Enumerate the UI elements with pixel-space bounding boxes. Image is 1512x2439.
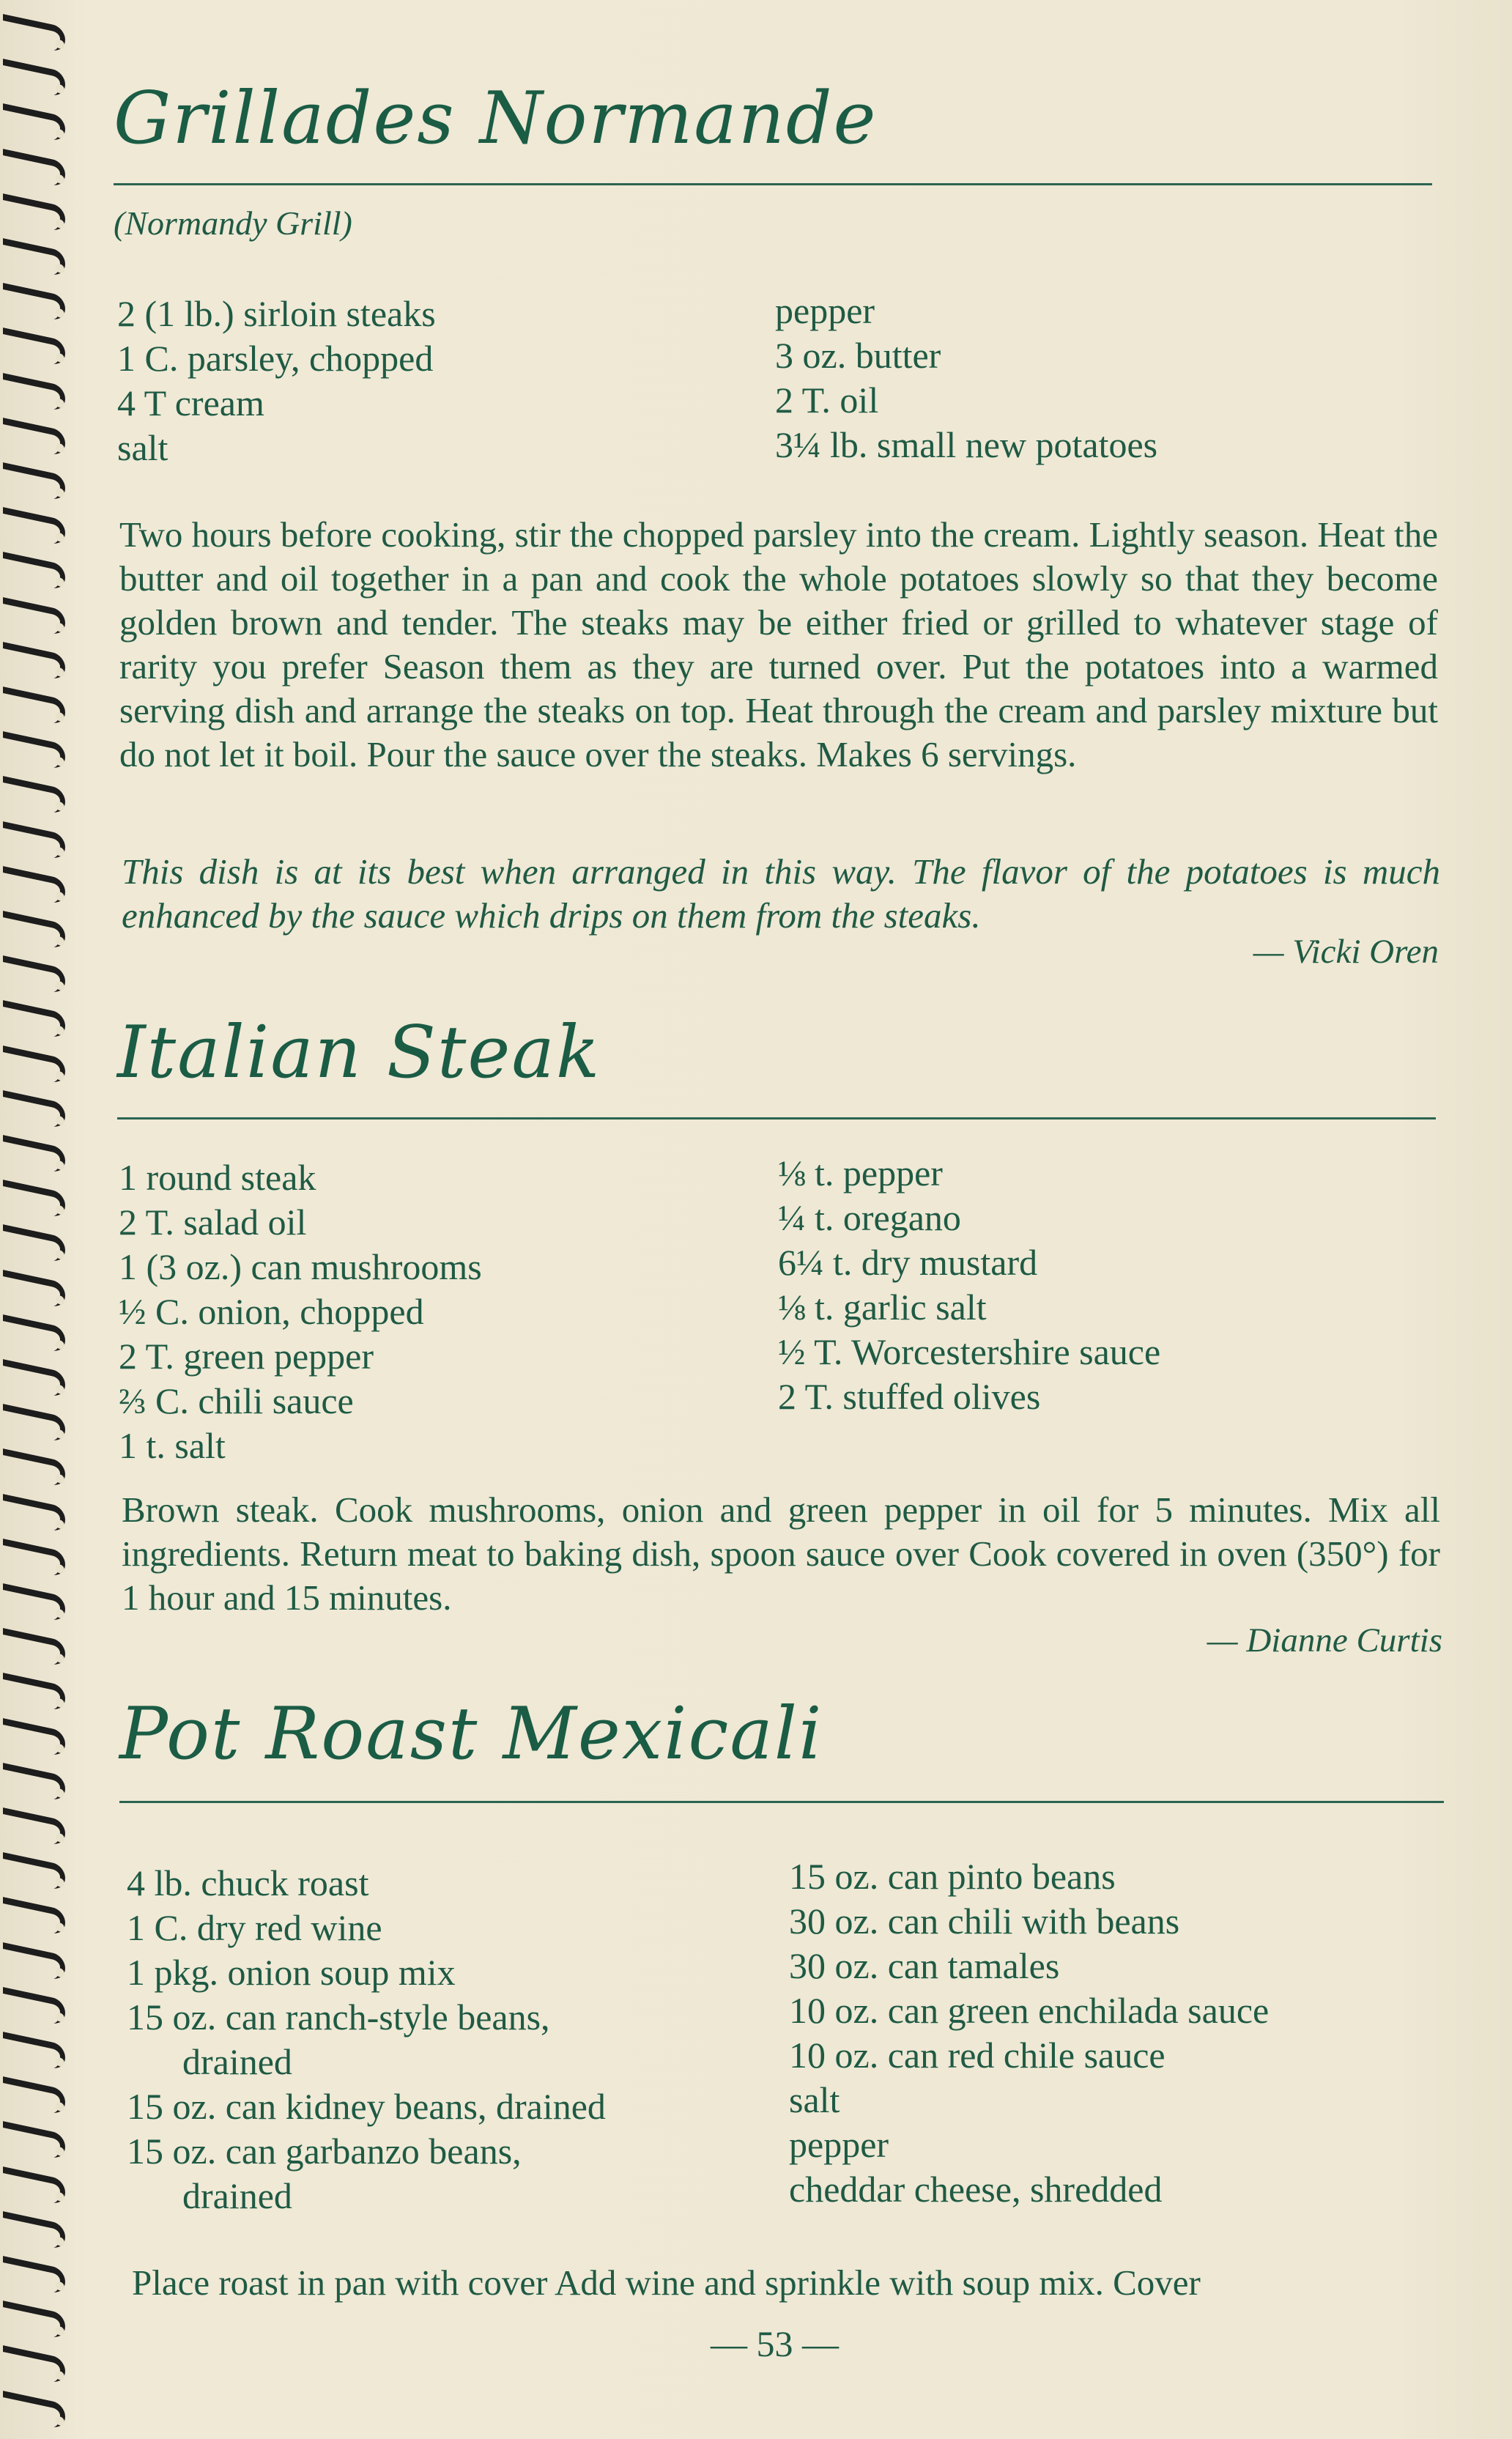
recipe-directions: Brown steak. Cook mushrooms, onion and green pepper in oil for 5 minutes. Mix all ingredients. Return meat to baking dish, spoon sauce over Cook covered in oven (350°) for 1 hour and 15 minutes. xyxy=(122,1489,1440,1618)
ingredient: 15 oz. can pinto beans xyxy=(789,1856,1116,1897)
spiral-ring xyxy=(3,507,65,546)
spiral-ring xyxy=(3,776,65,815)
ingredient: 4 T cream xyxy=(117,382,264,423)
ingredient: 10 oz. can green enchilada sauce xyxy=(789,1990,1270,2031)
title-rule xyxy=(114,183,1432,185)
ingredient: 1 pkg. onion soup mix xyxy=(127,1952,456,1993)
spiral-ring xyxy=(3,2121,65,2160)
ingredient: salt xyxy=(789,2079,840,2120)
spiral-ring xyxy=(3,955,65,994)
ingredient: drained xyxy=(182,2175,292,2216)
spiral-ring xyxy=(3,1718,65,1757)
recipe-credit: — Vicki Oren xyxy=(1253,933,1439,971)
recipe-subtitle: (Normandy Grill) xyxy=(114,204,352,242)
spiral-ring xyxy=(3,2032,65,2070)
ingredient: 2 T. stuffed olives xyxy=(778,1376,1041,1417)
page-number: — 53 — xyxy=(711,2323,839,2364)
ingredients-left xyxy=(127,1861,606,2218)
ingredient: 30 oz. can tamales xyxy=(789,1945,1060,1986)
ingredient: 2 T. green pepper xyxy=(119,1336,374,1377)
ingredient: 2 T. salad oil xyxy=(119,1202,307,1243)
ingredient: pepper xyxy=(775,290,875,331)
ingredient: 15 oz. can kidney beans, drained xyxy=(127,2086,606,2127)
spiral-ring xyxy=(3,1494,65,1533)
spiral-ring xyxy=(3,1448,65,1487)
spiral-ring xyxy=(3,1852,65,1891)
spiral-ring xyxy=(3,2391,65,2429)
recipe-credit: — Dianne Curtis xyxy=(1207,1621,1442,1659)
spiral-ring xyxy=(3,1180,65,1218)
ingredient: 3¼ lb. small new potatoes xyxy=(775,424,1158,465)
ingredient: 15 oz. can ranch-style beans, xyxy=(127,1996,550,2038)
spiral-ring xyxy=(3,597,65,636)
spiral-ring xyxy=(3,1583,65,1622)
spiral-ring xyxy=(3,418,65,456)
spiral-ring xyxy=(3,238,65,277)
spiral-ring xyxy=(3,731,65,770)
ingredients-left xyxy=(117,292,436,470)
spiral-ring xyxy=(3,327,65,366)
ingredients-right xyxy=(789,1854,1269,2212)
spiral-ring xyxy=(3,1359,65,1398)
spiral-ring xyxy=(3,462,65,501)
ingredient: 1 round steak xyxy=(119,1157,316,1198)
ingredient: ¼ t. oregano xyxy=(778,1197,961,1238)
spiral-ring xyxy=(3,1807,65,1846)
ingredient: drained xyxy=(182,2041,292,2082)
spiral-ring xyxy=(3,1314,65,1353)
ingredients-right xyxy=(778,1151,1160,1419)
ingredient: 2 T. oil xyxy=(775,380,879,421)
ingredient: 10 oz. can red chile sauce xyxy=(789,2035,1166,2076)
title-rule xyxy=(119,1801,1444,1803)
spiral-ring xyxy=(3,552,65,591)
recipe-title-italian-steak: Italian Steak xyxy=(117,1011,601,1095)
ingredient: 30 oz. can chili with beans xyxy=(789,1901,1180,1942)
spiral-ring xyxy=(3,821,65,860)
spiral-ring xyxy=(3,2166,65,2205)
ingredient: ½ C. onion, chopped xyxy=(119,1291,424,1332)
ingredient: 1 C. dry red wine xyxy=(127,1907,382,1948)
spiral-ring xyxy=(3,14,65,53)
spiral-ring xyxy=(3,1270,65,1309)
ingredient: 3 oz. butter xyxy=(775,335,941,376)
spiral-ring xyxy=(3,1673,65,1711)
ingredient: 1 C. parsley, chopped xyxy=(117,338,434,379)
recipe-directions: Place roast in pan with cover Add wine and sprinkle with soup mix. Cover xyxy=(132,2262,1201,2303)
ingredients-right xyxy=(775,289,1157,467)
ingredient: 4 lb. chuck roast xyxy=(127,1862,369,1903)
spiral-ring xyxy=(3,1135,65,1174)
spiral-ring xyxy=(3,642,65,681)
spiral-ring xyxy=(3,866,65,905)
ingredient: 1 t. salt xyxy=(119,1425,226,1466)
ingredient: 2 (1 lb.) sirloin steaks xyxy=(117,293,436,334)
spiral-ring xyxy=(3,59,65,97)
spiral-ring xyxy=(3,2211,65,2250)
ingredient: ½ T. Worcestershire sauce xyxy=(778,1331,1161,1372)
spiral-ring xyxy=(3,1987,65,2026)
spiral-ring xyxy=(3,283,65,322)
spiral-binding xyxy=(0,0,81,2439)
ingredient: salt xyxy=(117,427,168,468)
spiral-ring xyxy=(3,2301,65,2339)
spiral-ring xyxy=(3,149,65,188)
spiral-ring xyxy=(3,686,65,725)
spiral-ring xyxy=(3,1763,65,1802)
spiral-ring xyxy=(3,1000,65,1039)
ingredient: ⅛ t. pepper xyxy=(778,1152,943,1193)
spiral-ring xyxy=(3,1628,65,1667)
spiral-ring xyxy=(3,373,65,412)
spiral-ring xyxy=(3,1045,65,1084)
spiral-ring xyxy=(3,1539,65,1577)
spiral-ring xyxy=(3,911,65,950)
ingredient: pepper xyxy=(789,2124,889,2165)
ingredient: 1 (3 oz.) can mushrooms xyxy=(119,1246,482,1287)
recipe-directions: Two hours before cooking, stir the chopped parsley into the cream. Lightly season. Heat the butter and oil together in a pan and cook the whole potatoes slowly so that they become golden brown and tender. The steaks may be either fried or grilled to whatever stage of rarity you prefer Season them as they are turned over. Put the potatoes into a warmed serving dish and arrange the steaks on top. Heat through the cream and parsley mixture but do not let it boil. Pour the sauce over the steaks. Makes 6 servings. xyxy=(119,514,1438,774)
spiral-ring xyxy=(3,1090,65,1129)
title-rule xyxy=(117,1117,1436,1119)
recipe-title-grillades: Grillades Normande xyxy=(114,77,878,160)
ingredients-left xyxy=(119,1155,482,1468)
spiral-ring xyxy=(3,193,65,232)
recipe-note: This dish is at its best when arranged in this way. The flavor of the potatoes is much enhanced by the sauce which drips on them from the steaks. xyxy=(122,851,1440,936)
ingredient: 6¼ t. dry mustard xyxy=(778,1242,1038,1283)
spiral-ring xyxy=(3,103,65,142)
spiral-ring xyxy=(3,1404,65,1443)
ingredient: ⅔ C. chili sauce xyxy=(119,1380,354,1421)
ingredient: 15 oz. can garbanzo beans, xyxy=(127,2131,522,2172)
spiral-ring xyxy=(3,1224,65,1263)
spiral-ring xyxy=(3,2076,65,2115)
ingredient: ⅛ t. garlic salt xyxy=(778,1287,987,1328)
spiral-ring xyxy=(3,1897,65,1936)
spiral-ring xyxy=(3,2345,65,2384)
ingredient: cheddar cheese, shredded xyxy=(789,2169,1163,2210)
spiral-ring xyxy=(3,2256,65,2295)
recipe-title-pot-roast: Pot Roast Mexicali xyxy=(119,1692,823,1776)
spiral-ring xyxy=(3,1942,65,1981)
